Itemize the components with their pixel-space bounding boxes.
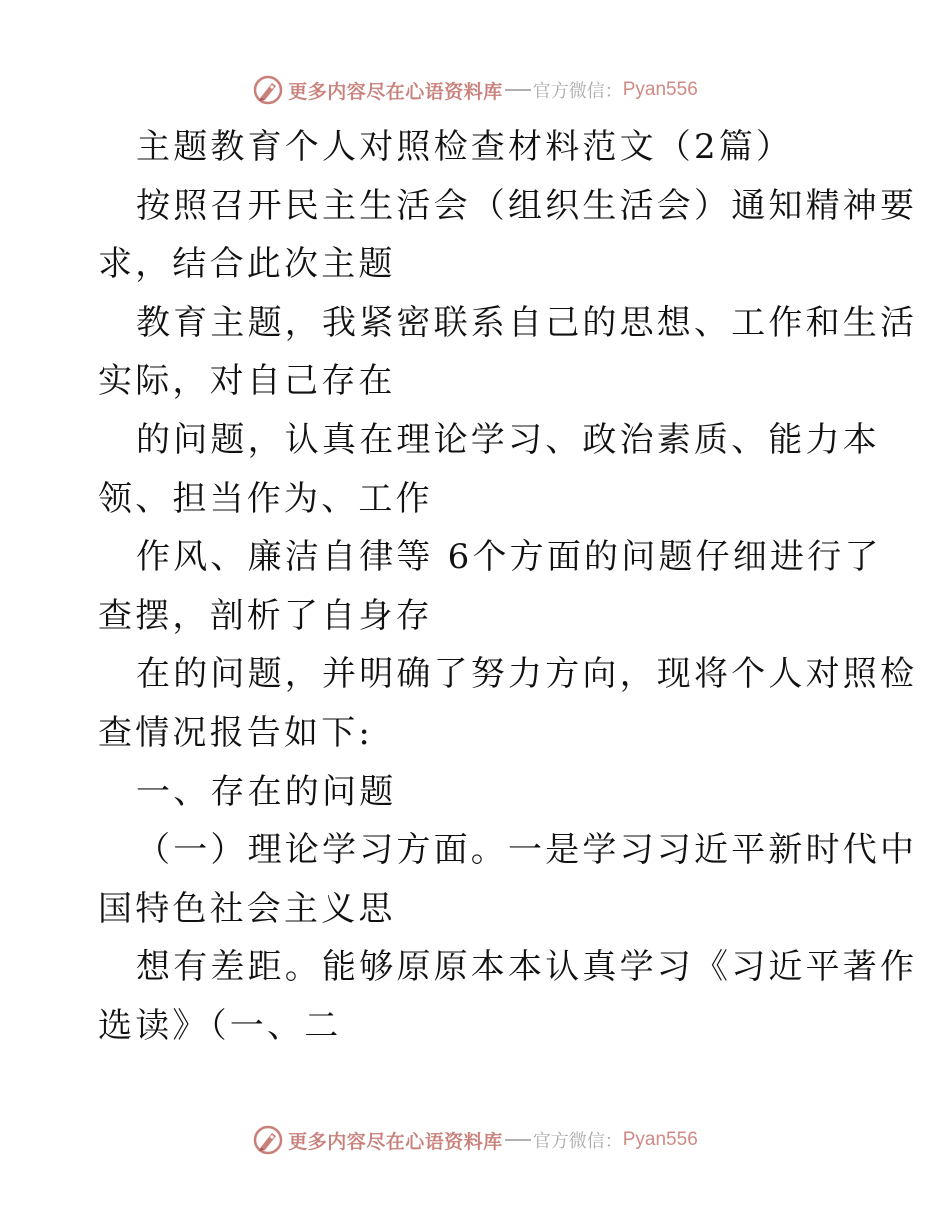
footer-watermark [0, 1120, 950, 1160]
document-body [98, 118, 918, 1056]
paragraph-line: 的问题，认真在理论学习、政治素质、能力本 [136, 419, 880, 460]
pen-nib-circle-icon [252, 74, 284, 106]
watermark-dash [505, 1139, 531, 1141]
paragraph-line: 教育主题，我紧密联系自己的思想、工作和生活 [136, 302, 918, 343]
section-heading: 一、存在的问题 [136, 771, 397, 812]
paragraph-line: 领、担当作为、工作 [98, 478, 433, 519]
header-watermark [0, 70, 950, 110]
watermark-wechat-id: Pyan556 [622, 1129, 698, 1150]
paragraph-line: 选读》（一、二 [98, 1005, 342, 1046]
paragraph-line: 想有差距。能够原原本本认真学习《习近平著作 [136, 947, 918, 988]
paragraph-line: 在的问题，并明确了努力方向，现将个人对照检 [136, 654, 918, 695]
paragraph-line: 按照召开民主生活会（组织生活会）通知精神要 [136, 185, 918, 226]
pen-nib-circle-icon [252, 1124, 284, 1156]
watermark-wechat-label: 官方微信： [532, 81, 623, 102]
watermark-site-text: 更多内容尽在心语资料库 [288, 80, 503, 103]
document-title: 主题教育个人对照检查材料范文（2篇） [136, 127, 794, 167]
subsection-line: （一）理论学习方面。一是学习习近平新时代中 [136, 830, 918, 871]
paragraph-line: 作风、廉洁自律等 6个方面的问题仔细进行了 [136, 537, 882, 578]
paragraph-line: 求，结合此次主题 [98, 244, 396, 285]
watermark-site-text: 更多内容尽在心语资料库 [288, 1130, 503, 1153]
paragraph-line: 国特色社会主义思 [98, 888, 396, 929]
paragraph-line: 实际，对自己存在 [98, 361, 396, 402]
watermark-wechat-label: 官方微信： [532, 1131, 623, 1152]
watermark-wechat-id: Pyan556 [622, 79, 698, 100]
paragraph-line: 查情况报告如下: [98, 712, 374, 753]
paragraph-line: 查摆，剖析了自身存 [98, 595, 433, 636]
watermark-dash [505, 89, 531, 91]
